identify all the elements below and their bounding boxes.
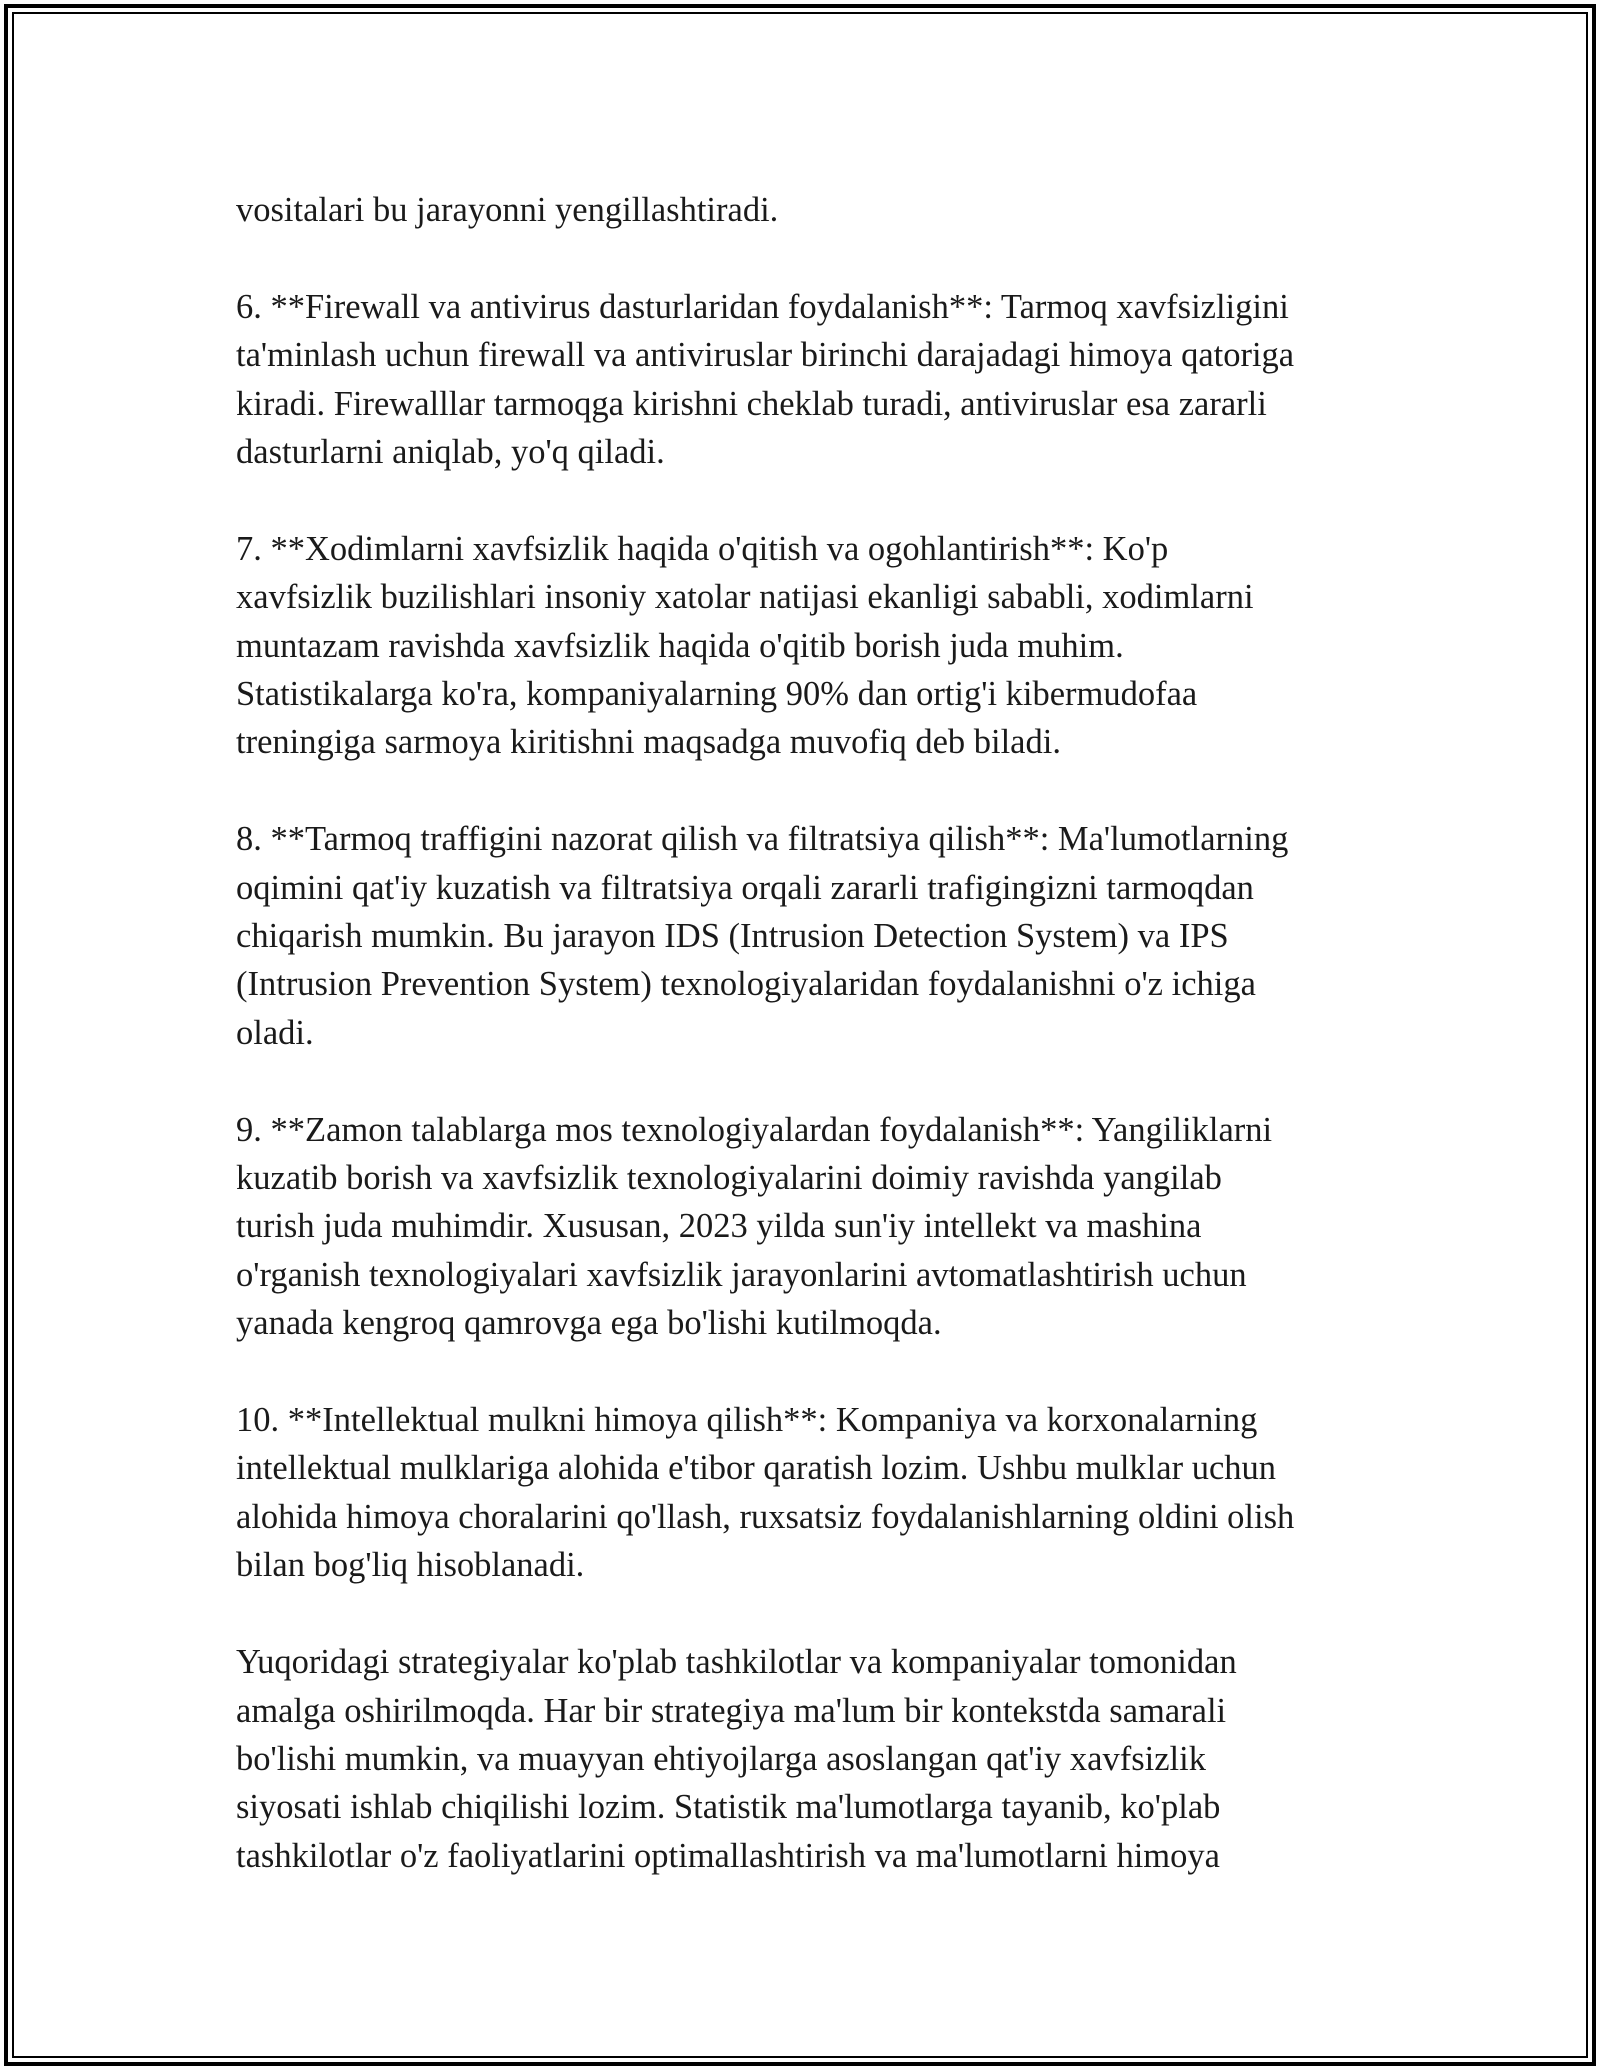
text-line: 9. **Zamon talablarga mos texnologiyalardan foydalanish**: Yangiliklarni xyxy=(236,1110,1273,1149)
text-line: oladi. xyxy=(236,1013,314,1052)
text-line: amalga oshirilmoqda. Har bir strategiya ma'lum bir kontekstda samarali xyxy=(236,1691,1227,1730)
text-line: o'rganish texnologiyalari xavfsizlik jarayonlarini avtomatlashtirish uchun xyxy=(236,1255,1247,1294)
text-line: intellektual mulklariga alohida e'tibor qaratish lozim. Ushbu mulklar uchun xyxy=(236,1449,1277,1488)
text-line: yanada kengroq qamrovga ega bo'lishi kutilmoqda. xyxy=(236,1304,942,1343)
text-line: kuzatib borish va xavfsizlik texnologiyalarini doimiy ravishda yangilab xyxy=(236,1159,1222,1198)
paragraph-summary xyxy=(236,1638,1386,1880)
paragraph-item-8 xyxy=(236,815,1386,1057)
text-line: oqimini qat'iy kuzatish va filtratsiya orqali zararli trafigingizni tarmoqdan xyxy=(236,868,1254,907)
paragraph-item-10 xyxy=(236,1396,1386,1590)
text-line: turish juda muhimdir. Xususan, 2023 yilda sun'iy intellekt va mashina xyxy=(236,1207,1202,1246)
text-line: bo'lishi mumkin, va muayyan ehtiyojlarga asoslangan qat'iy xavfsizlik xyxy=(236,1739,1206,1778)
text-line: treningiga sarmoya kiritishni maqsadga muvofiq deb biladi. xyxy=(236,723,1061,762)
text-line: xavfsizlik buzilishlari insoniy xatolar natijasi ekanligi sababli, xodimlarni xyxy=(236,578,1254,617)
paragraph-item-9 xyxy=(236,1106,1386,1348)
text-line: vositalari bu jarayonni yengillashtiradi. xyxy=(236,191,779,229)
text-line: Yuqoridagi strategiyalar ko'plab tashkilotlar va kompaniyalar tomonidan xyxy=(236,1643,1237,1682)
text-line: 6. **Firewall va antivirus dasturlaridan foydalanish**: Tarmoq xavfsizligini xyxy=(236,287,1289,326)
paragraph-item-6 xyxy=(236,283,1386,477)
text-line: 10. **Intellektual mulkni himoya qilish**: Kompaniya va korxonalarning xyxy=(236,1401,1258,1440)
text-line: muntazam ravishda xavfsizlik haqida o'qitib borish juda muhim. xyxy=(236,626,1124,665)
text-line: Statistikalarga ko'ra, kompaniyalarning 90% dan ortig'i kibermudofaa xyxy=(236,675,1198,714)
text-line: 8. **Tarmoq traffigini nazorat qilish va filtratsiya qilish**: Ma'lumotlarning xyxy=(236,820,1289,859)
paragraph-continuation xyxy=(236,186,1386,234)
text-line: 7. **Xodimlarni xavfsizlik haqida o'qitish va ogohlantirish**: Ko'p xyxy=(236,529,1169,568)
text-line: dasturlarni aniqlab, yo'q qiladi. xyxy=(236,433,665,472)
text-line: (Intrusion Prevention System) texnologiyalaridan foydalanishni o'z ichiga xyxy=(236,965,1256,1004)
text-line: siyosati ishlab chiqilishi lozim. Statistik ma'lumotlarga tayanib, ko'plab xyxy=(236,1788,1221,1827)
text-line: chiqarish mumkin. Bu jarayon IDS (Intrusion Detection System) va IPS xyxy=(236,917,1229,956)
text-line: alohida himoya choralarini qo'llash, ruxsatsiz foydalanishlarning oldini olish xyxy=(236,1497,1295,1536)
text-line: bilan bog'liq hisoblanadi. xyxy=(236,1546,585,1585)
text-line: kiradi. Firewalllar tarmoqga kirishni cheklab turadi, antiviruslar esa zararli xyxy=(236,384,1267,423)
text-line: tashkilotlar o'z faoliyatlarini optimallashtirish va ma'lumotlarni himoya xyxy=(236,1836,1220,1875)
document-body xyxy=(236,186,1386,1929)
text-line: ta'minlash uchun firewall va antiviruslar birinchi darajadagi himoya qatoriga xyxy=(236,336,1295,375)
paragraph-item-7 xyxy=(236,525,1386,767)
